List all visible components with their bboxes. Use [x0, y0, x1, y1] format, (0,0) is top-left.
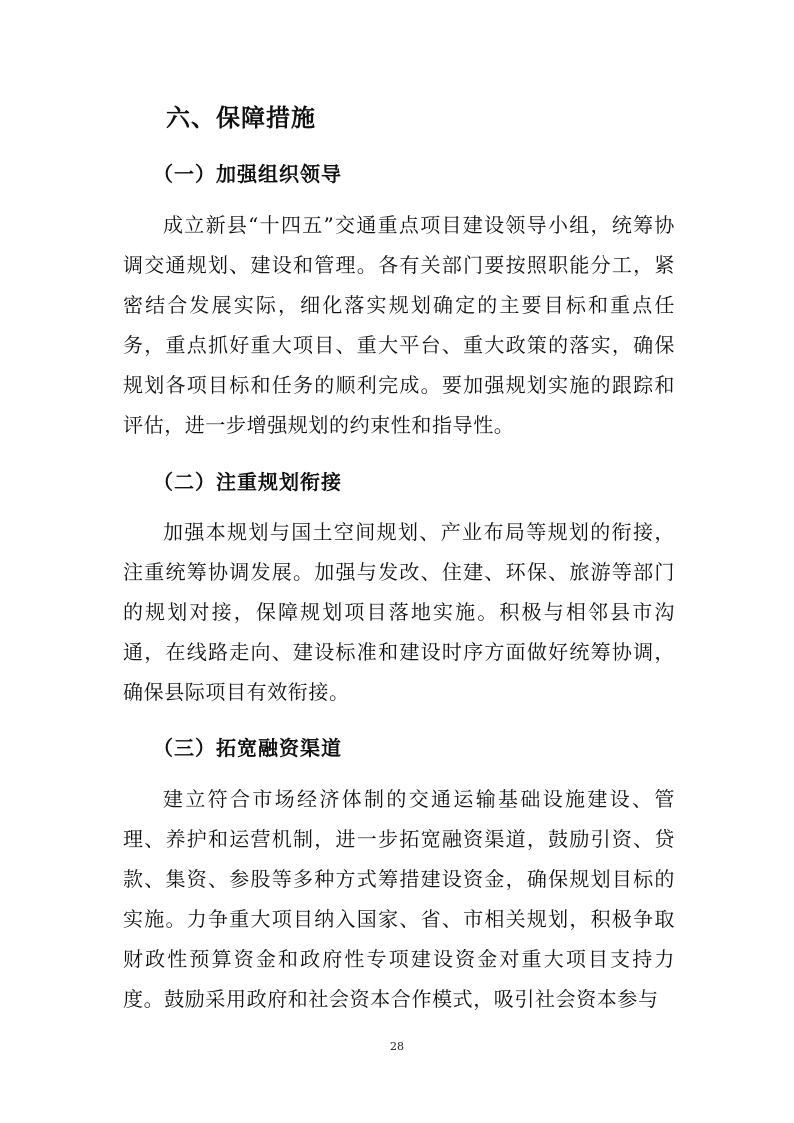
chapter-title: 六、保障措施 — [166, 104, 316, 132]
section-heading-2: （二）注重规划衔接 — [153, 470, 342, 494]
section-1-paragraph: 成立新县“十四五”交通重点项目建设领导小组，统筹协调交通规划、建设和管理。各有关部门要按照职能分工，紧密结合发展实际，细化落实规划确定的主要目标和重点任务，重点抓好重大项目、重大平台、重大政策的落实，确保规划各项目标和任务的顺利完成。要加强规划实施的跟踪和评估，进一步增强规划的约束性和指导性。 — [123, 213, 675, 437]
section-3-paragraph: 建立符合市场经济体制的交通运输基础设施建设、管理、养护和运营机制，进一步拓宽融资渠道，鼓励引资、贷款、集资、参股等多种方式筹措建设资金，确保规划目标的实施。力争重大项目纳入国家、省、市相关规划，积极争取财政性预算资金和政府性专项建设资金对重大项目支持力度。鼓励采用政府和社会资本合作模式，吸引社会资本参与 — [123, 787, 675, 1011]
section-2-paragraph: 加强本规划与国土空间规划、产业布局等规划的衔接，注重统筹协调发展。加强与发改、住建、环保、旅游等部门的规划对接，保障规划项目落地实施。积极与相邻县市沟通，在线路走向、建设标准和建设时序方面做好统筹协调，确保县际项目有效衔接。 — [123, 520, 675, 704]
page-number: 28 — [390, 1040, 404, 1053]
section-heading-1: （一）加强组织领导 — [153, 162, 342, 186]
section-heading-3: （三）拓宽融资渠道 — [153, 736, 342, 760]
